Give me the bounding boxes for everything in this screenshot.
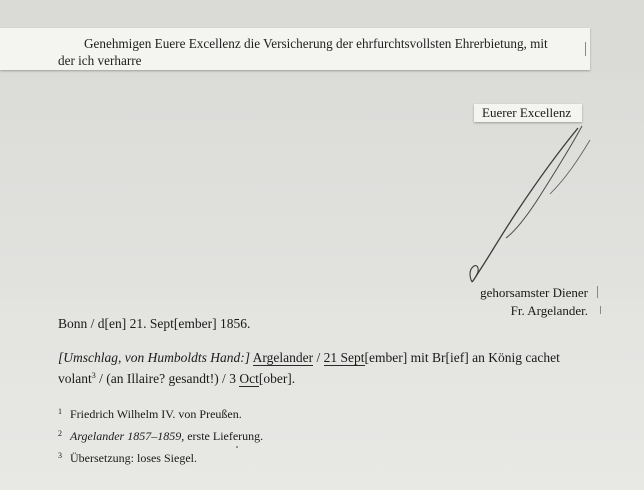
envelope-intro: [Umschlag, von Humboldts Hand:] — [58, 350, 250, 365]
footnote-number: 3 — [58, 451, 62, 460]
footnote-3 — [58, 446, 578, 468]
signature-name: Fr. Argelander. — [510, 303, 588, 318]
handwritten-signature — [450, 120, 610, 285]
footnotes — [58, 402, 578, 468]
footnote-ref-3: 3 — [91, 371, 96, 380]
envelope-line-2-start: volant — [58, 371, 92, 386]
paper-edge-mark — [597, 286, 598, 298]
envelope-line-2-mid: / (an Illaire? gesandt!) / 3 — [95, 371, 240, 386]
envelope-line-2 — [58, 367, 598, 388]
closing-paragraph-line-1: Genehmigen Euere Excellenz die Versicherung der ehrfurchtsvollsten Ehrerbietung, mit — [84, 36, 548, 51]
footnote-2 — [58, 424, 578, 446]
closing-paragraph-line-2: der ich verharre — [58, 53, 142, 68]
closing-paragraph — [58, 35, 588, 69]
footnote-1 — [58, 402, 578, 424]
footnote-text: , erste Lieferung. — [181, 429, 264, 443]
envelope-line-1 — [58, 349, 598, 367]
envelope-month: Oct — [239, 371, 259, 386]
salutation: Euerer Excellenz — [482, 105, 572, 120]
letter-closing — [480, 284, 588, 320]
footnote-number: 2 — [58, 429, 62, 438]
footnote-title: Argelander 1857–1859 — [70, 429, 182, 443]
place-and-date: Bonn / d[en] 21. Sept[ember] 1856. — [58, 316, 251, 331]
footnote-text: Übersetzung: loses Siegel. — [70, 451, 197, 465]
envelope-name: Argelander — [252, 350, 314, 365]
footnote-text: Friedrich Wilhelm IV. von Preußen. — [70, 407, 242, 421]
envelope-date-rest: [ember] mit Br[ief] an König cachet — [364, 350, 560, 365]
paper-edge-mark — [585, 42, 586, 56]
paper-edge-mark — [600, 306, 601, 314]
paper-speck — [236, 446, 238, 448]
envelope-date: 21 Sept — [323, 350, 365, 365]
footnote-number: 1 — [58, 407, 62, 416]
envelope-separator: / — [313, 350, 324, 365]
envelope-month-rest: [ober]. — [258, 371, 296, 386]
envelope-note — [58, 349, 598, 388]
closing-line-1: gehorsamster Diener — [480, 285, 588, 300]
